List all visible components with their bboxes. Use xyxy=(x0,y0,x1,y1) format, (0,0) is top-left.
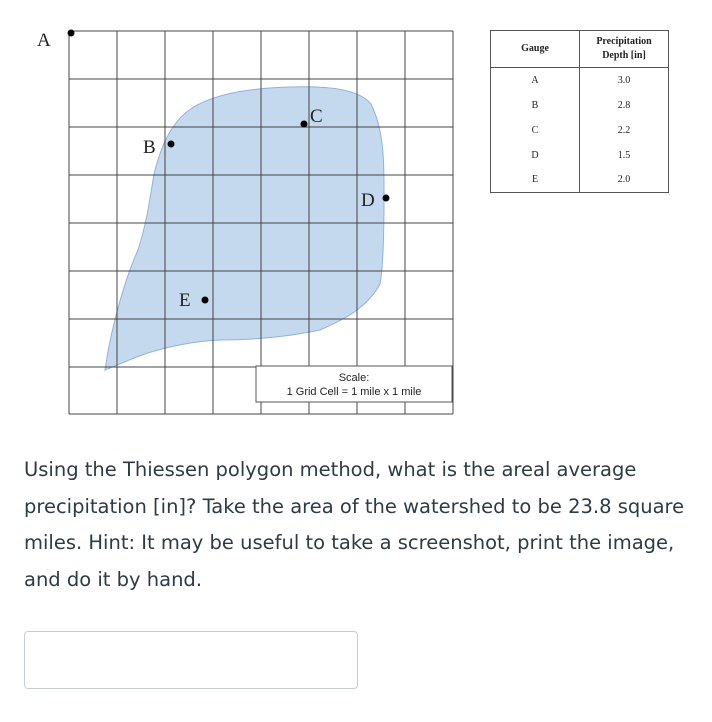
table-row xyxy=(491,93,669,118)
gauge-label-c: C xyxy=(310,106,323,127)
question-text: Using the Thiessen polygon method, what is the areal average precipitation [in]? Take the area of the watershed to be 23.8 square miles. Hint: It may be useful to take a screenshot, print the image, and do it by hand. xyxy=(24,458,685,591)
gauge-label-d: D xyxy=(361,190,375,211)
gauge-e-dot xyxy=(202,297,209,304)
row-depth: 2.8 xyxy=(580,93,669,118)
gauge-label-e: E xyxy=(179,290,191,311)
scale-title: Scale: xyxy=(338,372,370,384)
gauge-label-a: A xyxy=(37,30,51,51)
row-depth: 2.2 xyxy=(580,118,669,143)
gauge-d-dot xyxy=(383,195,390,202)
row-gauge: D xyxy=(491,143,580,168)
watershed-area xyxy=(105,87,384,370)
row-gauge: E xyxy=(491,168,580,193)
table-row xyxy=(491,68,669,93)
row-gauge: C xyxy=(491,118,580,143)
table-row xyxy=(491,143,669,168)
gauge-table-header xyxy=(491,31,669,68)
header-precip-line2: Depth [in] xyxy=(602,50,646,61)
row-gauge: B xyxy=(491,93,580,118)
gauge-table xyxy=(490,30,669,193)
answer-input[interactable] xyxy=(24,631,358,689)
gauge-b-dot xyxy=(168,141,175,148)
gauge-label-b: B xyxy=(143,137,156,158)
table-row xyxy=(491,168,669,193)
row-depth: 2.0 xyxy=(580,168,669,193)
gauge-c-dot xyxy=(301,121,308,128)
header-precip-line1: Precipitation xyxy=(596,36,652,47)
scale-text: 1 Grid Cell = 1 mile x 1 mile xyxy=(286,386,422,398)
header-precipitation-depth xyxy=(580,31,669,68)
row-depth: 3.0 xyxy=(580,68,669,93)
table-row xyxy=(491,118,669,143)
gauge-a-dot xyxy=(68,30,75,37)
header-gauge: Gauge xyxy=(491,31,580,68)
row-gauge: A xyxy=(491,68,580,93)
row-depth: 1.5 xyxy=(580,143,669,168)
